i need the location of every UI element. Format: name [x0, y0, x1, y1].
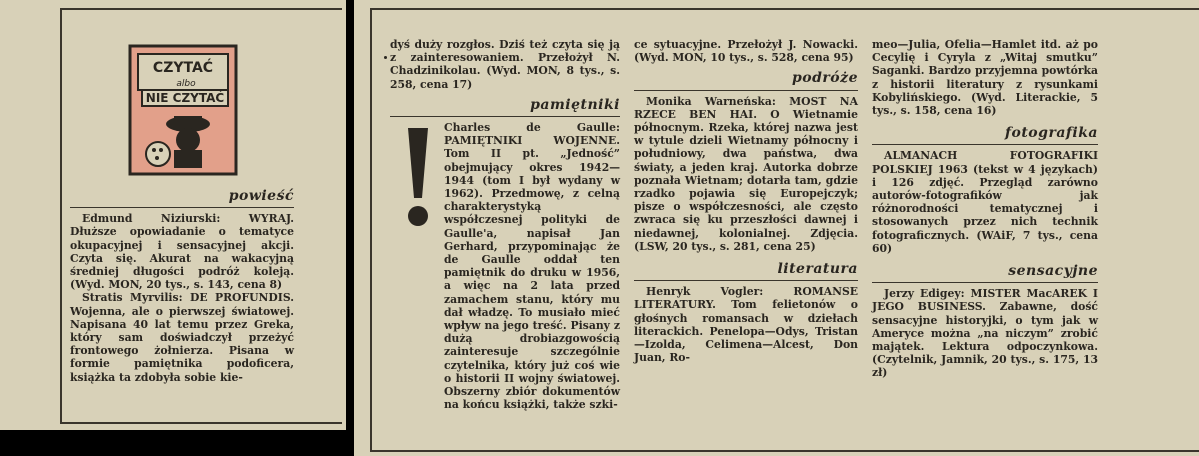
column-3: [634, 38, 858, 364]
review-continuation: meo—Julia, Ofelia—Hamlet itd. aż po Cecylię i Cyryla z „Witaj smutku” Saganki. Bardzo przyjemna powtórka z historii literatury z rysunkami Kobylińskiego. (Wyd. Literackie, 5 tys., s. 158, cena 16): [872, 38, 1098, 118]
section-rule: [872, 144, 1098, 145]
logo-line1: CZYTAĆ: [152, 60, 214, 76]
section-rule: [70, 207, 294, 208]
exclamation-mark-icon: [398, 124, 438, 228]
section-heading-podroze: podróże: [792, 70, 858, 87]
section-rule: [634, 90, 858, 91]
ink-dot: [384, 56, 387, 59]
column-4: [872, 38, 1098, 380]
review-entry: Jerzy Edigey: MISTER MacAREK I JEGO BUSINESS. Zabawne, dość sensacyjne historyjki, o tym jak w Ameryce można „na niczym” zrobić majątek. Lektura odpoczynkowa. (Czytelnik, Jamnik, 20 tys., s. 175, 13 zł): [872, 287, 1098, 380]
review-entry: Edmund Niziurski: WYRAJ. Dłuższe opowiadanie o tematyce okupacyjnej i sensacyjnej akcji. Czyta się. Akurat na wakacyjną średniej długości podróż koleją. (Wyd. MON, 20 tys., s. 143, cena 8): [70, 212, 294, 292]
logo-line3: NIE CZYTAĆ: [145, 91, 225, 105]
section-rule: [390, 116, 620, 117]
logo-line2: albo: [176, 79, 196, 89]
review-entry: Charles de Gaulle: PAMIĘTNIKI WOJENNE. Tom II pt. „Jedność” obejmujący okres 1942—1944 (tom I był wydany w 1962). Przedmowę, z celną charakterystyką współczesnej polityki de Gaulle'a, napisał Jan Gerhard, przypominając że de Gaulle oddał ten pamiętnik do druku w 1956, a więc na 2 lata przed zamachem stanu, który mu dał władzę. To musiało mieć wpływ na jego treść. Pisany z dużą drobiazgowością zainteresuje szczególnie czytelnika, który już coś wie o historii II wojny światowej. Obszerny zbiór dokumentów na końcu książki, także szki-: [444, 121, 620, 412]
review-continuation: ce sytuacyjne. Przełożył J. Nowacki. (Wyd. MON, 10 tys., s. 528, cena 95): [634, 38, 858, 65]
section-rule: [872, 282, 1098, 283]
column-1: [70, 188, 294, 384]
review-continuation: dyś duży rozgłos. Dziś też czyta się ją z zainteresowaniem. Przełożył N. Chadzinikolau. (Wyd. MON, 8 tys., s. 258, cena 17): [390, 38, 620, 91]
section-heading-fotografika: fotografika: [1004, 125, 1098, 142]
section-heading-pamietniki: pamiętniki: [530, 96, 620, 113]
review-entry: ALMANACH FOTOGRAFIKI POLSKIEJ 1963 (tekst w 4 językach) i 126 zdjęć. Przegląd zarówno autorów-fotografików jak różnorodności tematycznej i stosowanych przez nich technik fotograficznych. (WAiF, 7 tys., cena 60): [872, 149, 1098, 255]
section-heading-literatura: literatura: [777, 261, 858, 278]
czytac-logo-illustration: [128, 44, 238, 176]
section-rule: [634, 280, 858, 281]
section-heading-powiesc: powieść: [228, 188, 294, 204]
review-entry: Henryk Vogler: ROMANSE LITERATURY. Tom felietonów o głośnych romansach w dziełach literackich. Penelopa—Odys, Tristan—Izolda, Celimena—Alcest, Don Juan, Ro-: [634, 285, 858, 365]
review-entry: Stratis Myrvilis: DE PROFUNDIS. Wojenna, ale o pierwszej światowej. Napisana 40 lat temu przez Greka, który sam doświadczył przeżyć frontowego żołnierza. Pisana w formie pamiętnika podoficera, książka ta zdobyła sobie kie-: [70, 291, 294, 384]
section-heading-sensacyjne: sensacyjne: [1008, 263, 1098, 280]
review-entry: Monika Warneńska: MOST NA RZECE BEN HAI. O Wietnamie północnym. Rzeka, której nazwa jest w tytule dzieli Wietnamy północny i południowy, dwa państwa, dwa światy, a jeden kraj. Autorka dobrze poznała Wietnam; dotarła tam, gdzie rzadko pojawia się Europejczyk; pisze o współczesności, ale często zwraca się ku przeszłości dawnej i niedawnej, kolonialnej. Zdjęcia. (LSW, 20 tys., s. 281, cena 25): [634, 94, 858, 253]
